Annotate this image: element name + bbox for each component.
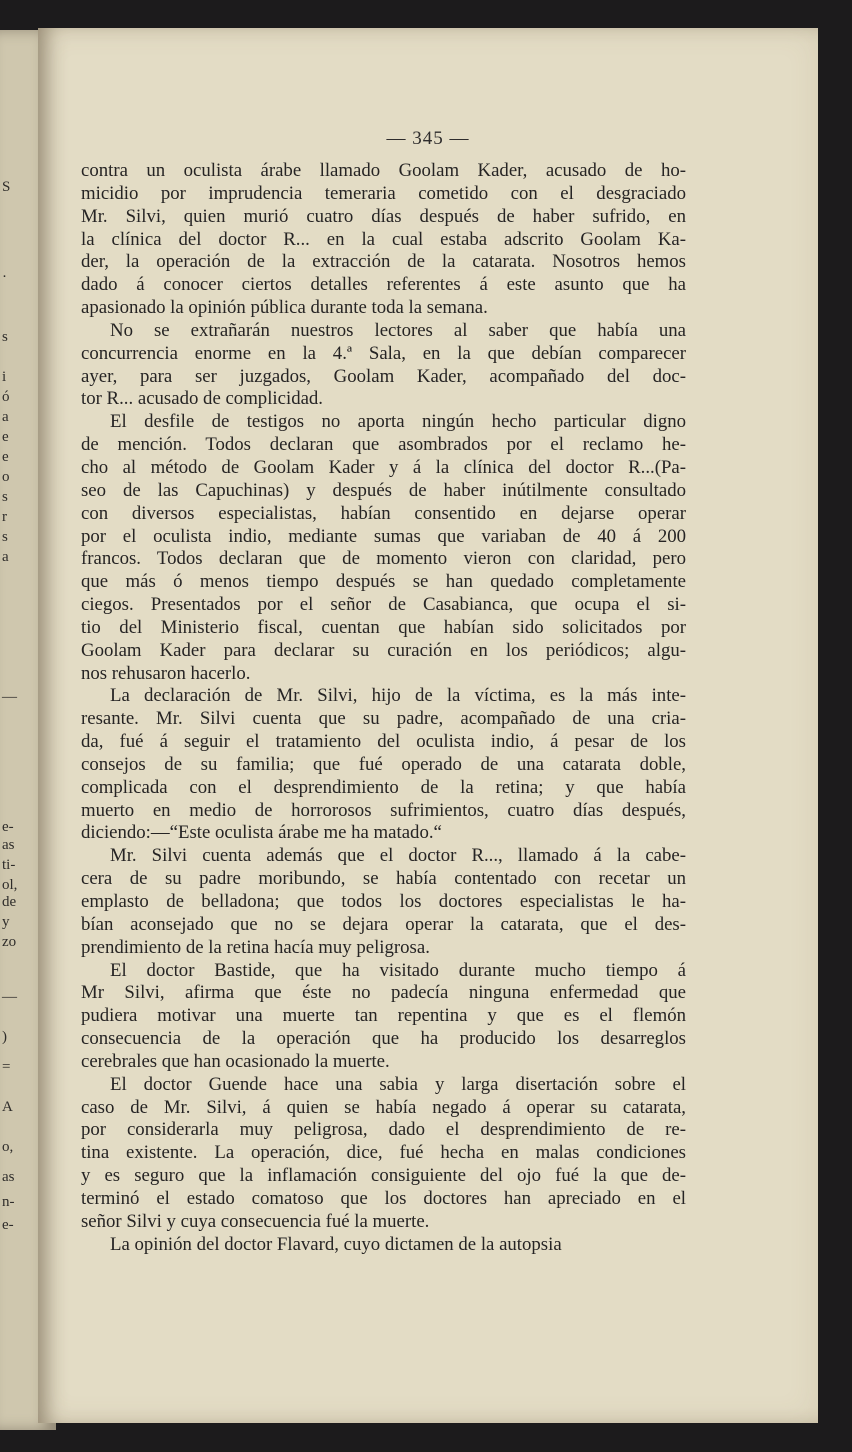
text-line: der, la operación de la extracción de la catarata. Nosotros hemos [81, 251, 686, 273]
text-line: cho al método de Goolam Kader y á la clínica del doctor R...(Pa- [81, 456, 686, 478]
text-line: pudiera motivar una muerte tan repentina y que es el flemón [81, 1005, 686, 1027]
adjacent-page-fragment: s [2, 489, 8, 505]
text-line: que más ó menos tiempo después se han quedado completamente [81, 571, 686, 593]
adjacent-page-fragment: o, [2, 1139, 14, 1155]
text-line: ciegos. Presentados por el señor de Casabianca, que ocupa el si- [81, 594, 686, 616]
text-line: consecuencia de la operación que ha producido los desarreglos [81, 1028, 686, 1050]
text-line: No se extrañarán nuestros lectores al saber que había una [110, 319, 686, 341]
paragraph [81, 320, 686, 411]
text-line: la clínica del doctor R... en la cual estaba adscrito Goolam Ka- [81, 228, 686, 250]
adjacent-page-fragment: — [2, 689, 17, 705]
adjacent-page-fragment: o [2, 469, 10, 485]
adjacent-page-fragment: S [2, 179, 11, 195]
text-line: El doctor Guende hace una sabia y larga disertación sobre el [110, 1073, 686, 1095]
text-line: con diversos especialistas, habían consentido en dejarse operar [81, 502, 686, 524]
text-line: cera de su padre moribundo, se había contentado con recetar un [81, 868, 686, 890]
adjacent-page-fragment: r [2, 509, 7, 525]
text-line: prendimiento de la retina hacía muy peligrosa. [81, 936, 430, 958]
text-line: seo de las Capuchinas) y después de haber inútilmente consultado [81, 479, 686, 501]
adjacent-page-fragment: e [2, 429, 9, 445]
paragraph [81, 1234, 686, 1257]
adjacent-page-fragment: ó [2, 389, 10, 405]
page-number: — 345 — [386, 128, 470, 149]
adjacent-page-fragment: s [2, 529, 8, 545]
adjacent-page-fragment: ) [2, 1029, 7, 1045]
adjacent-page-fragment: A [2, 1099, 13, 1115]
text-line: La opinión del doctor Flavard, cuyo dictamen de la autopsia [110, 1233, 562, 1255]
adjacent-page-fragment: zo [2, 934, 17, 950]
text-line: terminó el estado comatoso que los doctores han apreciado en el [81, 1187, 686, 1209]
adjacent-page-fragment: e- [2, 1217, 14, 1233]
adjacent-page-fragment: as [2, 837, 15, 853]
adjacent-page-fragment: y [2, 914, 10, 930]
text-line: tor R... acusado de complicidad. [81, 388, 324, 410]
adjacent-page-fragment: e [2, 449, 9, 465]
text-line: francos. Todos declaran que de momento vieron con claridad, pero [81, 548, 686, 570]
text-line: tio del Ministerio fiscal, cuentan que habían sido solicitados por [81, 616, 686, 638]
text-line: resante. Mr. Silvi cuenta que su padre, acompañado de una cria- [81, 708, 686, 730]
text-line: El doctor Bastide, que ha visitado durante mucho tiempo á [110, 959, 686, 981]
paragraph [81, 845, 686, 959]
paragraph [81, 411, 686, 685]
text-line: emplasto de belladona; que todos los doctores especialistas le ha- [81, 891, 686, 912]
text-line: por el oculista indio, mediante sumas que variaban de 40 á 200 [81, 525, 686, 547]
text-line: consejos de su familia; que fué operado de una catarata doble, [81, 753, 686, 775]
adjacent-page-fragment: · [2, 269, 7, 285]
text-line: contra un oculista árabe llamado Goolam Kader, acusado de ho- [81, 160, 686, 181]
paragraph [81, 685, 686, 845]
text-line: Mr. Silvi, quien murió cuatro días después de haber sufrido, en [81, 205, 686, 227]
adjacent-page-fragment: = [2, 1059, 11, 1075]
adjacent-page-fragment: e- [2, 819, 14, 835]
text-line: micidio por imprudencia temeraria cometido con el desgraciado [81, 182, 686, 204]
text-line: El desfile de testigos no aporta ningún hecho particular digno [110, 411, 686, 433]
adjacent-page-fragment: i [2, 369, 7, 385]
text-line: nos rehusaron hacerlo. [81, 662, 251, 684]
text-line: señor Silvi y cuya consecuencia fué la muerte. [81, 1210, 430, 1232]
text-line: de mención. Todos declaran que asombrados por el reclamo he- [81, 434, 686, 456]
text-line: apasionado la opinión pública durante toda la semana. [81, 297, 488, 319]
text-line: caso de Mr. Silvi, á quien se había negado á operar su catarata, [81, 1096, 686, 1118]
paragraph [81, 160, 686, 320]
text-line: ayer, para ser juzgados, Goolam Kader, acompañado del doc- [81, 365, 686, 387]
text-line: Mr Silvi, afirma que éste no padecía ninguna enfermedad que [81, 982, 686, 1004]
text-line: tina existente. La operación, dice, fué hecha en malas condiciones [81, 1142, 686, 1164]
text-line: cerebrales que han ocasionado la muerte. [81, 1050, 390, 1072]
paragraph [81, 960, 686, 1074]
text-line: concurrencia enorme en la 4.ª Sala, en la que debían comparecer [81, 342, 686, 364]
paragraph [81, 1074, 686, 1234]
text-line: dado á conocer ciertos detalles referentes á este asunto que ha [81, 274, 686, 296]
adjacent-page-fragment: a [2, 409, 9, 425]
text-line: Goolam Kader para declarar su curación en los periódicos; algu- [81, 639, 686, 661]
text-line: por considerarla muy peligrosa, dado el desprendimiento de re- [81, 1119, 686, 1141]
text-line: diciendo:—“Este oculista árabe me ha matado.“ [81, 822, 442, 844]
adjacent-page-fragment: s [2, 329, 8, 345]
adjacent-page-fragment: a [2, 549, 9, 565]
book-page [38, 28, 818, 1423]
text-line: bían aconsejado que no se dejara operar la catarata, que el des- [81, 913, 686, 935]
text-line: da, fué á seguir el tratamiento del oculista indio, á pesar de los [81, 731, 686, 753]
text-line: y es seguro que la inflamación consiguiente del ojo fué la que de- [81, 1165, 686, 1187]
body-text [81, 160, 686, 1257]
adjacent-page-fragment: ti- [2, 857, 16, 873]
adjacent-page-fragment: ol, [2, 877, 18, 893]
adjacent-page-fragment: — [2, 989, 17, 1005]
text-line: complicada con el desprendimiento de la retina; y que había [81, 776, 686, 798]
text-line: Mr. Silvi cuenta además que el doctor R..., llamado á la cabe- [110, 845, 686, 867]
adjacent-page-fragment: n- [2, 1194, 15, 1210]
adjacent-page-fragment: as [2, 1169, 15, 1185]
text-line: La declaración de Mr. Silvi, hijo de la víctima, es la más inte- [110, 685, 686, 707]
adjacent-page-fragment: de [2, 894, 17, 910]
text-line: muerto en medio de horrorosos sufrimientos, cuatro días después, [81, 799, 686, 821]
